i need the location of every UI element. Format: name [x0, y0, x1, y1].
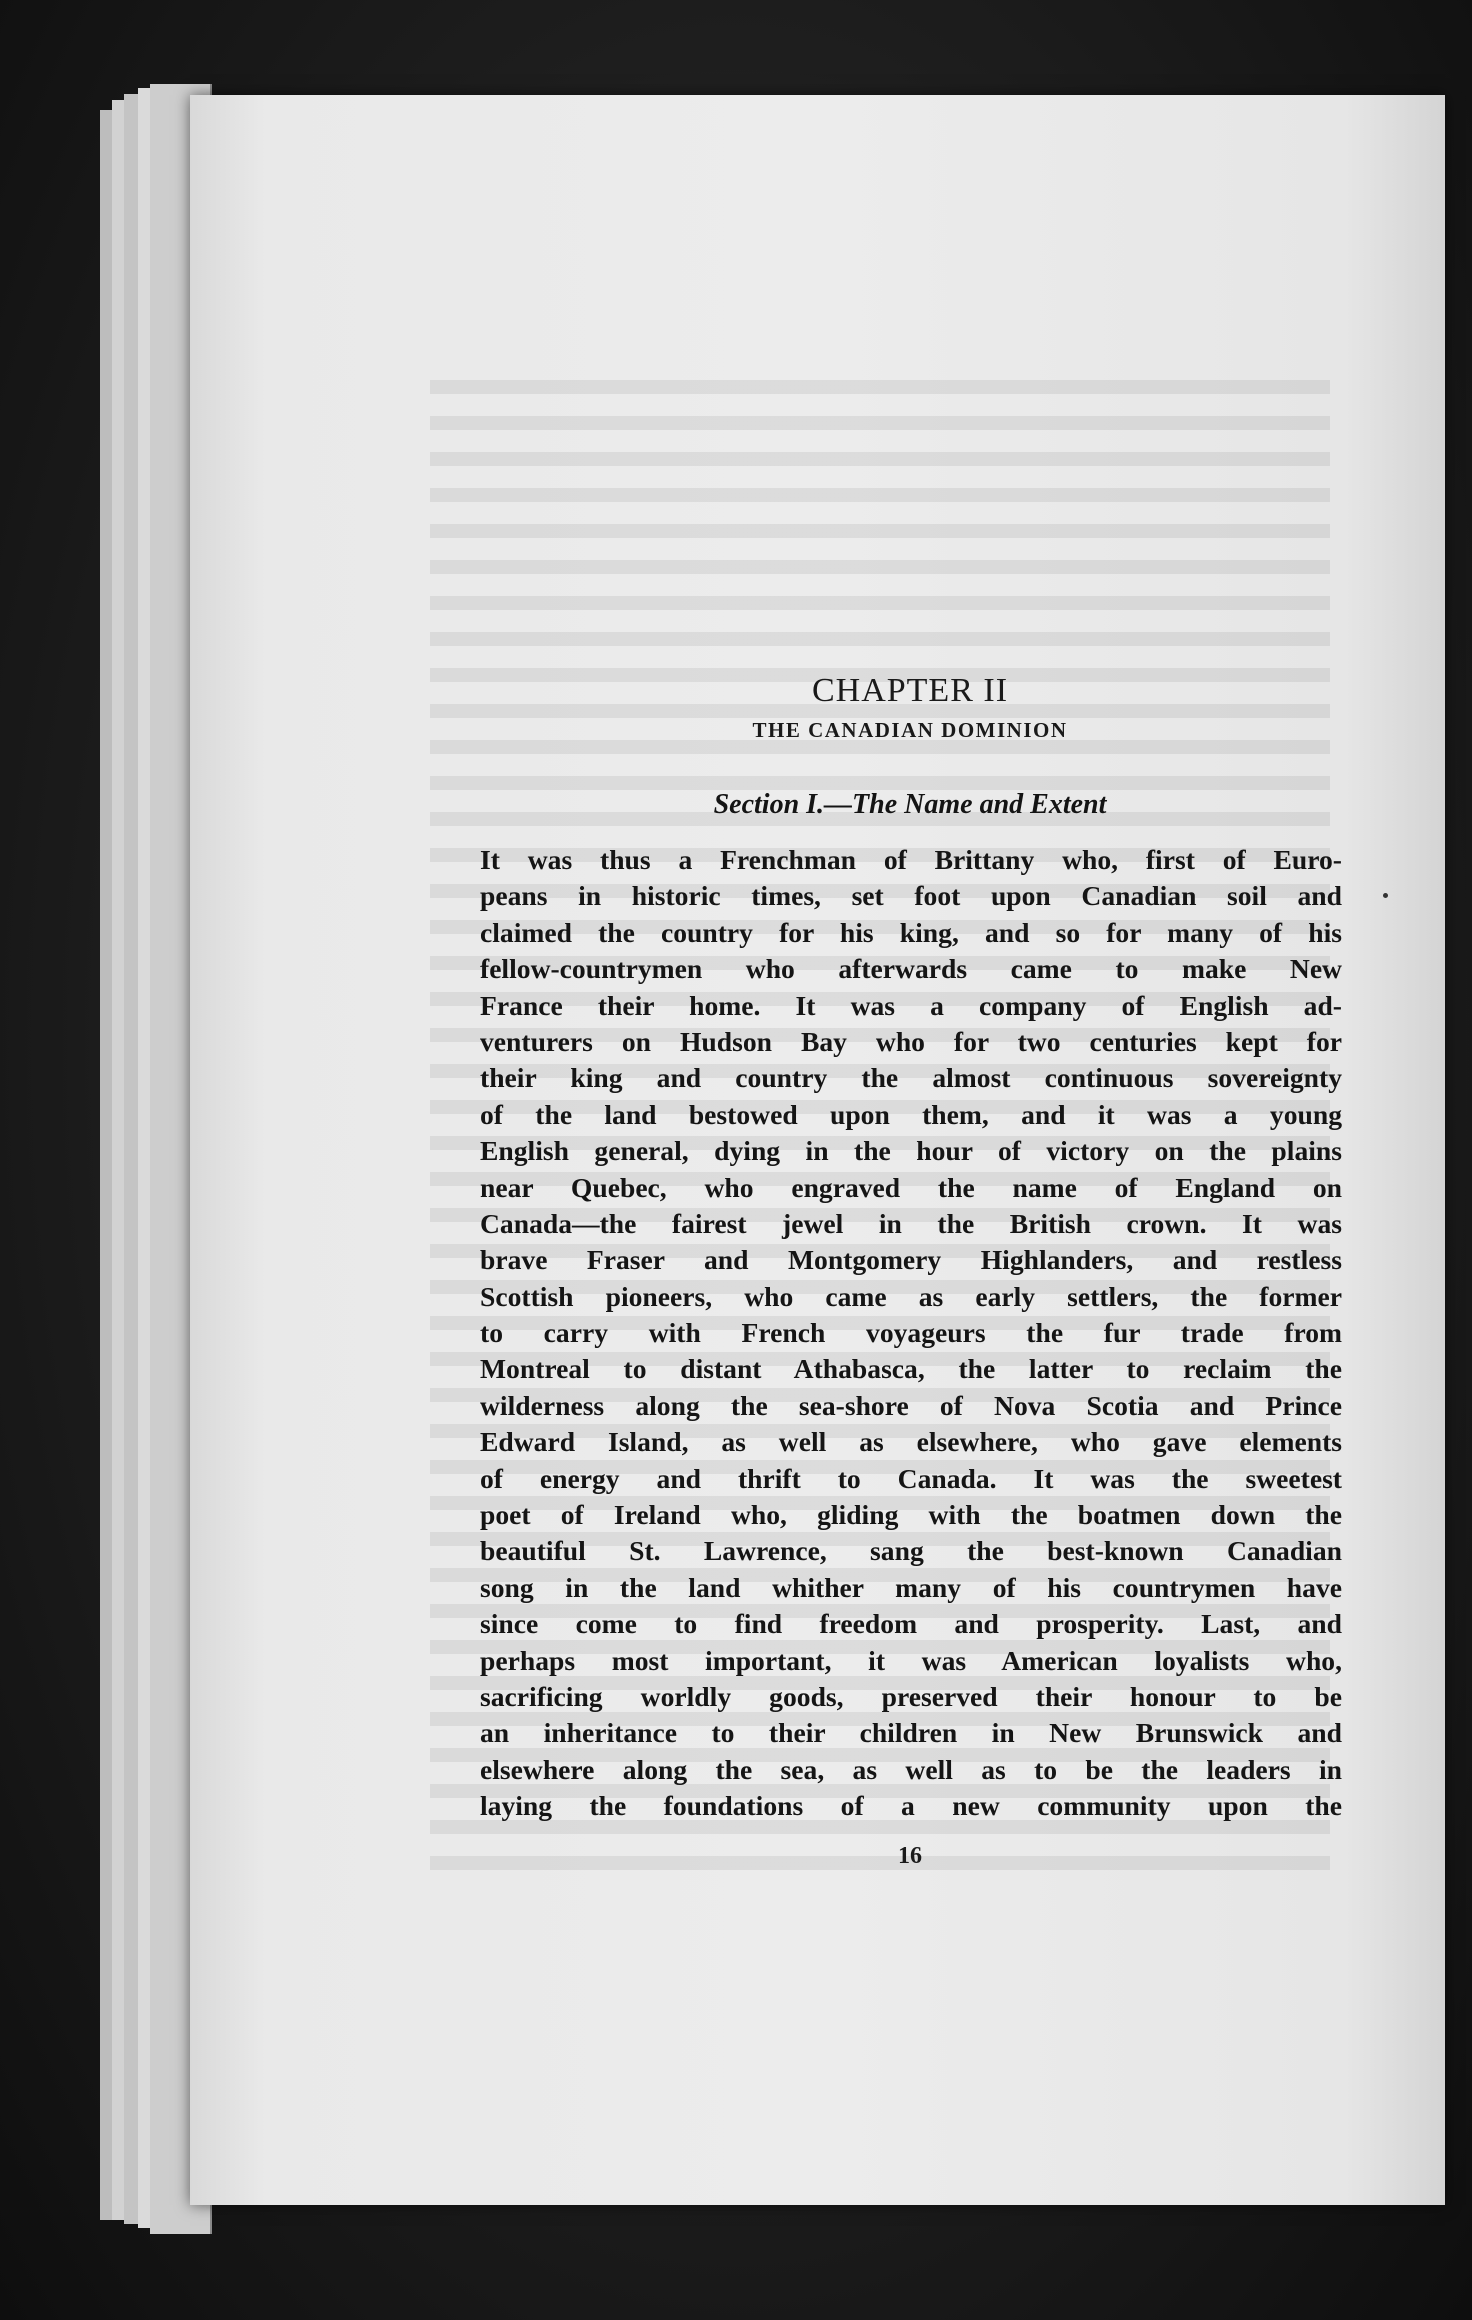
- body-paragraph: [480, 842, 1342, 1825]
- text-line: English general, dying in the hour of victory on the plains: [480, 1135, 1342, 1167]
- text-line: peans in historic times, set foot upon Canadian soil and: [480, 880, 1342, 912]
- text-line: of energy and thrift to Canada. It was the sweetest: [480, 1462, 1342, 1494]
- text-line: near Quebec, who engraved the name of England on: [480, 1171, 1342, 1203]
- text-line: an inheritance to their children in New Brunswick and: [480, 1717, 1342, 1749]
- text-line: beautiful St. Lawrence, sang the best-known Canadian: [480, 1535, 1342, 1567]
- ink-speck: [1383, 893, 1388, 898]
- text-line: of the land bestowed upon them, and it was a young: [480, 1098, 1342, 1130]
- text-line: Scottish pioneers, who came as early settlers, the former: [480, 1280, 1342, 1312]
- text-line: Canada—the fairest jewel in the British crown. It was: [480, 1207, 1342, 1239]
- text-line: wilderness along the sea-shore of Nova Scotia and Prince: [480, 1389, 1342, 1421]
- text-line: sacrificing worldly goods, preserved their honour to be: [480, 1680, 1342, 1712]
- text-line: brave Fraser and Montgomery Highlanders, and restless: [480, 1244, 1342, 1276]
- text-line: fellow-countrymen who afterwards came to make New: [480, 953, 1342, 985]
- text-line: song in the land whither many of his countrymen have: [480, 1571, 1342, 1603]
- text-line: perhaps most important, it was American loyalists who,: [480, 1644, 1342, 1676]
- chapter-subheading: THE CANADIAN DOMINION: [752, 718, 1068, 742]
- text-line: their king and country the almost continuous sovereignty: [480, 1062, 1342, 1094]
- text-line: laying the foundations of a new community upon the: [480, 1790, 1342, 1822]
- text-line: France their home. It was a company of English ad-: [480, 989, 1342, 1021]
- text-line: Montreal to distant Athabasca, the latter to reclaim the: [480, 1353, 1342, 1385]
- page-number: 16: [898, 1843, 922, 1869]
- text-line: It was thus a Frenchman of Brittany who, first of Euro-: [480, 844, 1342, 875]
- text-line: to carry with French voyageurs the fur trade from: [480, 1317, 1342, 1349]
- text-line: Edward Island, as well as elsewhere, who gave elements: [480, 1426, 1342, 1458]
- text-line: since come to find freedom and prosperity. Last, and: [480, 1608, 1342, 1640]
- section-title: Section I.—The Name and Extent: [713, 789, 1107, 820]
- chapter-heading: CHAPTER II: [811, 672, 1009, 709]
- text-line: poet of Ireland who, gliding with the boatmen down the: [480, 1499, 1342, 1531]
- text-line: claimed the country for his king, and so for many of his: [480, 916, 1342, 948]
- text-line: venturers on Hudson Bay who for two centuries kept for: [480, 1025, 1342, 1057]
- text-line: elsewhere along the sea, as well as to be the leaders in: [480, 1753, 1342, 1785]
